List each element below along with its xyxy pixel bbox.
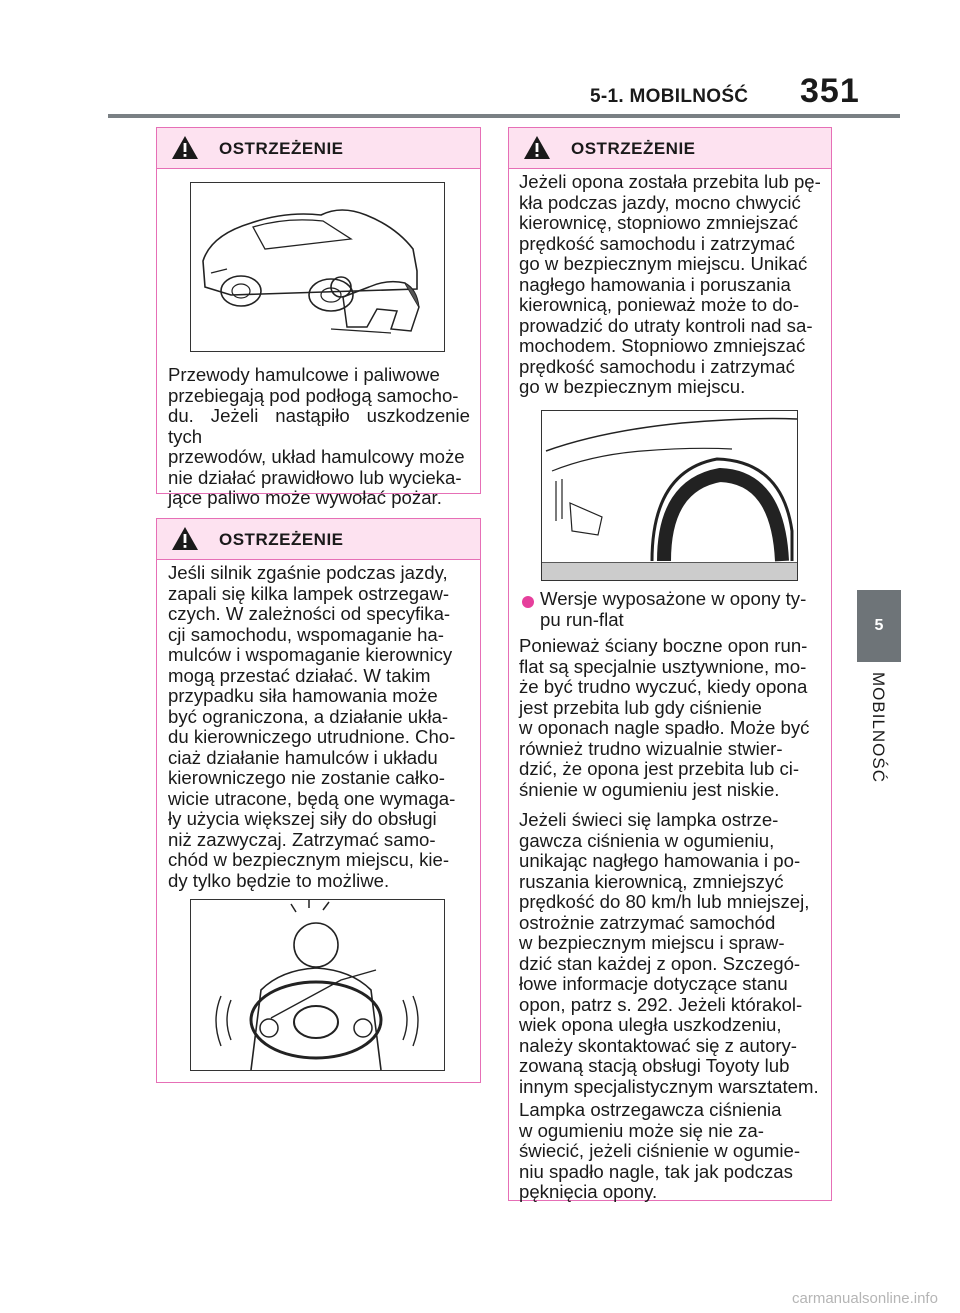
warning-triangle-icon — [523, 135, 551, 160]
bullet-icon — [522, 596, 534, 608]
header-divider — [108, 114, 900, 118]
pressure-warning-paragraph: Jeżeli świeci się lampka ostrze- gawcza ciśnienia w ogumieniu, unikając nagłego hamowania i po- ruszania kierownicą, zmniejszyć prędkość do 80 km/h lub mniejszej, ostrożnie zatrzymać samochód w bezpiecznym miejscu i spraw- dzić stan każdej z opon. Szczegó- łowe informacje dotyczące stanu opon, patrz s. 292. Jeżeli którakol- wiek opona uległa uszkodzeniu, należy skontaktować się z autory- zowaną stacją obsługi Toyoty lub innym specjalistycznym warsztatem. — [519, 809, 819, 1097]
warning-title: OSTRZEŻENIE — [219, 139, 344, 158]
chapter-label: MOBILNOŚĆ — [869, 672, 888, 784]
sudden-drop-paragraph: Lampka ostrzegawcza ciśnienia w ogumieniu może się nie za- świecić, jeżeli ciśnienie w ogumie- niu spadło nagle, tak jak podczas pęknięcia opony. — [519, 1099, 801, 1202]
warning-box-engine-stall — [156, 518, 481, 1083]
warning-header — [509, 128, 831, 169]
section-title: 5-1. MOBILNOŚĆ — [590, 86, 749, 107]
warning-text: Jeśli silnik zgaśnie podczas jazdy, zapali się kilka lampek ostrzegaw- czych. W zależności od specyfika- cji samochodu, wspomaganie ha- mulców i wspomaganie kierownicy mogą przestać działać. W takim przypadku siła hamowania może być ograniczona, a działanie ukła- du kierowniczego utrudnione. Cho- ciaż działanie hamulców i układu kierowniczego nie zostanie całko- wicie utracone, będą one wymaga- ły użycia większej siły do obsługi niż zazwyczaj. Zatrzymać samo- chód w bezpiecznym miejscu, kie- dy tylko będzie to możliwe. — [168, 562, 456, 891]
driver-steering-illustration — [190, 899, 445, 1071]
warning-header — [157, 128, 480, 169]
bullet-heading: Wersje wyposażone w opony ty- pu run-flat — [540, 588, 807, 630]
warning-text: Przewody hamulcowe i paliwowe przebiegają pod podłogą samocho- du. Jeżeli nastąpiło uszkodzenie tych przewodów, układ hamulcowy może nie działać prawidłowo lub wycieka- jące paliwo może wywołać pożar. — [168, 364, 470, 508]
warning-triangle-icon — [171, 135, 199, 160]
warning-header — [157, 519, 480, 560]
chapter-tab[interactable]: 5 — [857, 590, 901, 662]
warning-text: Jeżeli opona została przebita lub pę- kła podczas jazdy, mocno chwycić kierownicę, stopniowo zmniejszać prędkość samochodu i zatrzymać go w bezpiecznym miejscu. Unikać nagłego hamowania i poruszania kierownicą, ponieważ może to do- prowadzić do utraty kontroli nad sa- mochodem. Stopniowo zmniejszać prędkość samochodu i zatrzymać go w bezpiecznym miejscu. — [519, 171, 821, 397]
footer-watermark: carmanualsonline.info — [792, 1290, 938, 1307]
warning-box-brake-lines — [156, 127, 481, 508]
page-number: 351 — [800, 72, 860, 110]
flat-tire-illustration — [541, 410, 798, 581]
warning-title: OSTRZEŻENIE — [219, 530, 344, 549]
car-underbody-illustration — [190, 182, 445, 352]
warning-title: OSTRZEŻENIE — [571, 139, 696, 158]
runflat-paragraph: Ponieważ ściany boczne opon run- flat są specjalnie usztywnione, mo- że być trudno wyczuć, kiedy opona jest przebita lub gdy ciśnienie w oponach nagle spadło. Może być również trudno wizualnie stwier- dzić, że opona jest przebita lub ci- śnienie w ogumieniu jest niskie. — [519, 635, 810, 800]
warning-triangle-icon — [171, 526, 199, 551]
warning-box-tire-puncture — [508, 127, 832, 1201]
